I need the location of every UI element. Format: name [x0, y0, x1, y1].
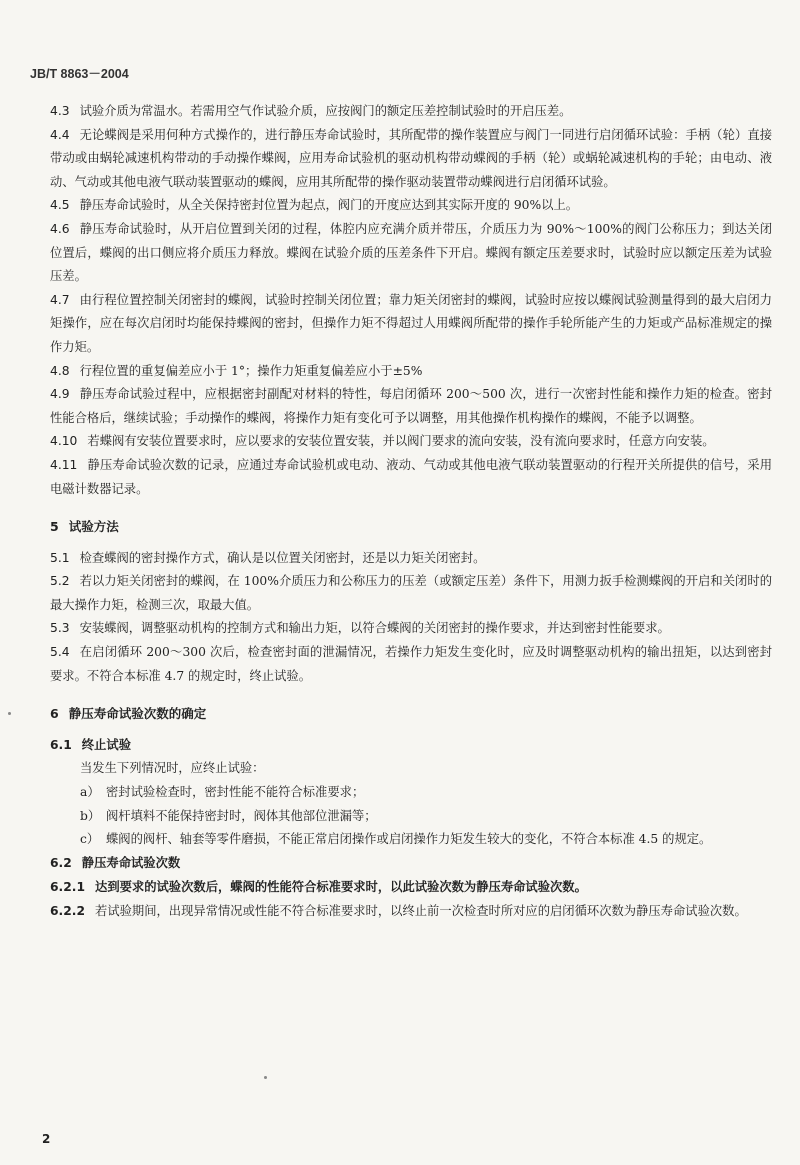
clause-4-7 — [50, 289, 772, 360]
section-title: 试验方法 — [68, 519, 119, 535]
clause-text: 无论蝶阀是采用何种方式操作的，进行静压寿命试验时，其所配带的操作装置应与阀门一同进行启闭循环试验：手柄（轮）直接带动或由蜗轮减速机构带动的手动操作蝶阀，应用寿命试验机的驱动机构带动蝶阀的手柄（轮）或蜗轮减速机构的手轮；由电动、液动、气动或其他电液气联动装置驱动的蝶阀，应用其所配带的操作驱动装置带动蝶阀进行启闭循环试验。 — [50, 127, 772, 189]
clause-text: 达到要求的试验次数后，蝶阀的性能符合标准要求时，以此试验次数为静压寿命试验次数。 — [95, 879, 587, 895]
clause-text: 试验介质为常温水。若需用空气作试验介质，应按阀门的额定压差控制试验时的开启压差。 — [79, 104, 572, 118]
section-title: 静压寿命试验次数的确定 — [68, 706, 207, 722]
list-item-text: 密封试验检查时，密封性能不能符合标准要求； — [106, 785, 365, 800]
section-5-heading — [50, 515, 772, 539]
clause-text: 若试验期间，出现异常情况或性能不符合标准要求时，以终止前一次检查时所对应的启闭循环次数为静压寿命试验次数。 — [95, 904, 747, 918]
clause-number: 5.4 — [50, 645, 70, 660]
clause-text: 静压寿命试验过程中，应根据密封副配对材料的特性，每启闭循环 200～500 次，进行一次密封性能和操作力矩的检查。密封性能合格后，继续试验；手动操作的蝶阀，将操作力矩有变化可予以调整，用其他操作机构操作的蝶阀，不能予以调整。 — [50, 387, 772, 425]
clause-number: 6.2.1 — [50, 880, 86, 895]
clause-number: 4.4 — [50, 127, 70, 142]
list-item-b — [50, 805, 772, 829]
clause-text: 检查蝶阀的密封操作方式，确认是以位置关闭密封，还是以力矩关闭密封。 — [79, 550, 486, 565]
clause-number: 5.1 — [50, 550, 70, 565]
list-item-label: b） — [80, 808, 101, 823]
clause-5-3 — [50, 617, 772, 641]
clause-text: 行程位置的重复偏差应小于 1°；操作力矩重复偏差应小于±5% — [79, 363, 423, 378]
clause-text: 若蝶阀有安装位置要求时，应以要求的安装位置安装，并以阀门要求的流向安装，没有流向要求时，任意方向安装。 — [87, 434, 715, 449]
list-item-a — [50, 781, 772, 805]
clause-6-2-2 — [50, 900, 772, 924]
clause-text: 若以力矩关闭密封的蝶阀，在 100%介质压力和公称压力的压差（或额定压差）条件下，用测力扳手检测蝶阀的开启和关闭时的最大操作力矩，检测三次，取最大值。 — [50, 574, 772, 612]
clause-5-4 — [50, 641, 772, 688]
scan-speck — [264, 1076, 267, 1079]
clause-title: 终止试验 — [81, 737, 131, 752]
clause-4-10 — [50, 430, 772, 454]
clause-text: 安装蝶阀，调整驱动机构的控制方式和输出力矩，以符合蝶阀的关闭密封的操作要求，并达到密封性能要求。 — [79, 621, 670, 636]
clause-number: 5.3 — [50, 621, 70, 636]
document-body — [50, 100, 772, 924]
clause-number: 6.2 — [50, 855, 72, 870]
list-item-text: 阀杆填料不能保持密封时，阀体其他部位泄漏等； — [106, 808, 377, 823]
section-number: 6 — [50, 706, 59, 722]
list-item-label: c） — [80, 832, 100, 847]
clause-4-11 — [50, 454, 772, 501]
clause-6-2-1 — [50, 875, 772, 900]
clause-4-8 — [50, 360, 772, 384]
clause-6-1-intro: 当发生下列情况时，应终止试验： — [80, 761, 265, 776]
section-6-heading — [50, 702, 772, 726]
clause-number: 5.2 — [50, 574, 70, 589]
clause-number: 4.11 — [50, 457, 78, 472]
clause-4-4 — [50, 124, 772, 195]
page-number: 2 — [42, 1132, 51, 1146]
clause-number: 4.9 — [50, 387, 70, 402]
clause-number: 4.3 — [50, 104, 70, 118]
clause-4-3 — [50, 100, 772, 124]
list-item-c — [50, 828, 772, 852]
clause-4-5 — [50, 194, 772, 218]
clause-4-9 — [50, 383, 772, 430]
clause-number: 4.8 — [50, 363, 70, 378]
clause-5-1 — [50, 547, 772, 571]
clause-number: 4.10 — [50, 434, 78, 449]
clause-6-2 — [50, 852, 772, 876]
list-item-label: a） — [80, 785, 100, 800]
clause-5-2 — [50, 570, 772, 617]
standard-code-header: JB/T 8863－2004 — [30, 67, 129, 81]
clause-number: 4.6 — [50, 221, 70, 236]
clause-title: 静压寿命试验次数 — [81, 855, 181, 870]
clause-number: 6.1 — [50, 737, 72, 752]
clause-number: 6.2.2 — [50, 904, 86, 918]
clause-text: 静压寿命试验次数的记录，应通过寿命试验机或电动、液动、气动或其他电液气联动装置驱动的行程开关所提供的信号，采用电磁计数器记录。 — [50, 457, 772, 496]
clause-number: 4.5 — [50, 198, 70, 213]
scan-speck — [8, 712, 11, 715]
clause-number: 4.7 — [50, 292, 70, 307]
clause-text: 静压寿命试验时，从全关保持密封位置为起点，阀门的开度应达到其实际开度的 90%以上。 — [79, 198, 579, 213]
clause-text: 由行程位置控制关闭密封的蝶阀，试验时控制关闭位置；靠力矩关闭密封的蝶阀，试验时应按以蝶阀试验测量得到的最大启闭力矩操作，应在每次启闭时均能保持蝶阀的密封，但操作力矩不得超过人用蝶阀所配带的操作手轮所能产生的力矩或产品标准规定的操作力矩。 — [50, 292, 772, 354]
clause-text: 在启闭循环 200～300 次后，检查密封面的泄漏情况，若操作力矩发生变化时，应及时调整驱动机构的输出扭矩，以达到密封要求。不符合本标准 4.7 的规定时，终止试验。 — [50, 645, 772, 683]
list-item-text: 蝶阀的阀杆、轴套等零件磨损，不能正常启闭操作或启闭操作力矩发生较大的变化，不符合本标准 4.5 的规定。 — [106, 832, 712, 847]
clause-4-6 — [50, 218, 772, 289]
section-number: 5 — [50, 519, 59, 535]
clause-6-1 — [50, 734, 772, 758]
clause-text: 静压寿命试验时，从开启位置到关闭的过程，体腔内应充满介质并带压，介质压力为 90%～100%的阀门公称压力；到达关闭位置后，蝶阀的出口侧应将介质压力释放。蝶阀在试验介质的压差条件下开启。蝶阀有额定压差要求时，试验时应以额定压差为试验压差。 — [50, 221, 772, 284]
